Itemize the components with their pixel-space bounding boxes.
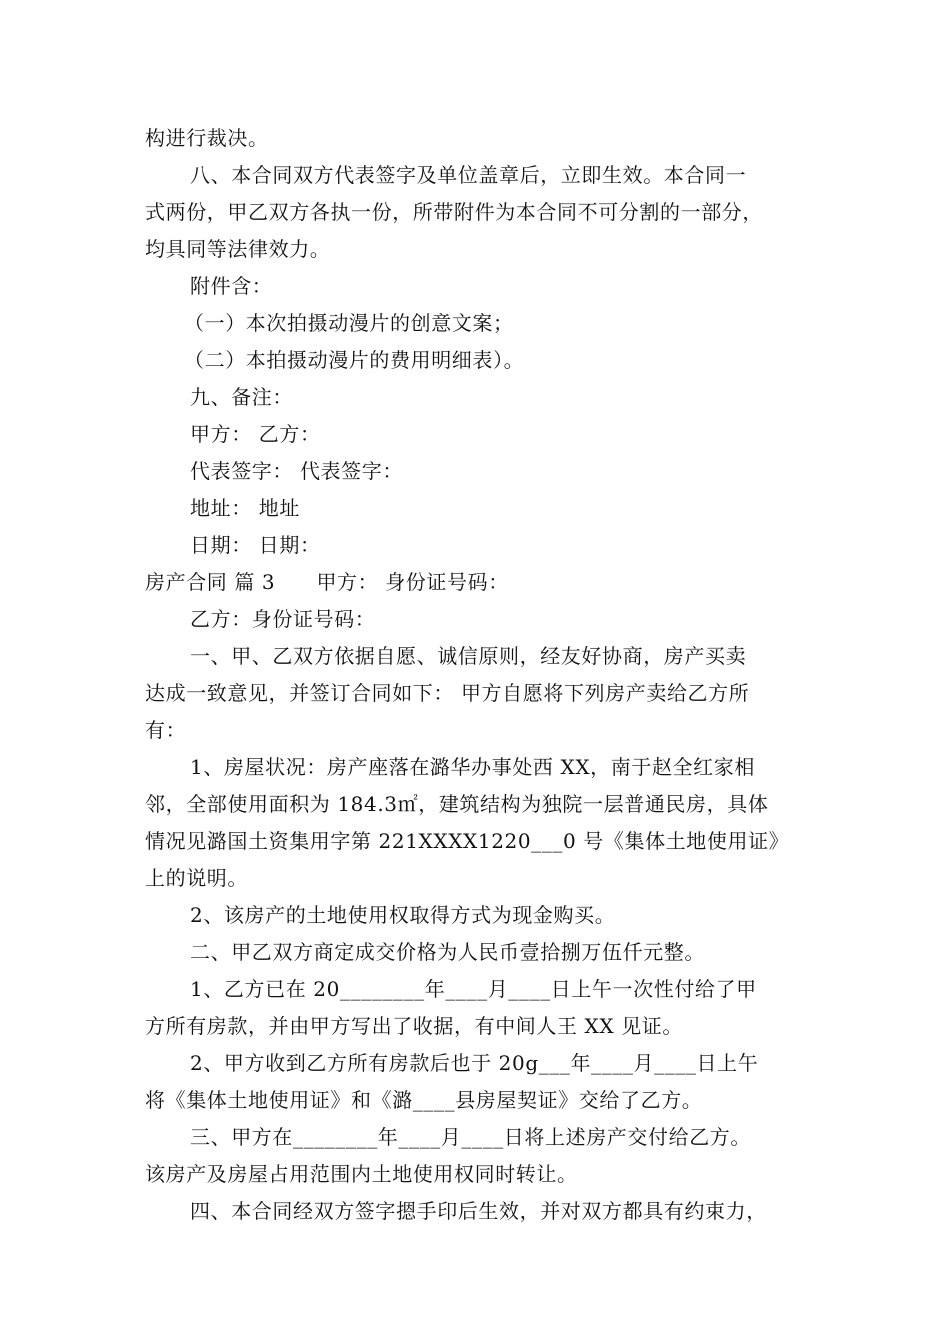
paragraph-line: 九、备注： [190,385,293,409]
paragraph-line: （一）本次拍摄动漫片的创意文案； [184,311,514,335]
paragraph-line: 方所有房款，并由甲方写出了收据，有中间人王 XX 见证。 [145,1014,683,1038]
paragraph-line: 附件含： [190,274,273,298]
paragraph-line: 二、甲乙双方商定成交价格为人民币壹拾捌万伍仟元整。 [190,940,705,964]
paragraph-line: 均具同等法律效力。 [145,237,331,261]
paragraph-line: 地址： 地址 [190,496,300,520]
paragraph-line: 邻，全部使用面积为 184.3㎡，建筑结构为独院一层普通民房，具体 [145,792,769,816]
paragraph-line: 构进行裁决。 [145,126,269,150]
paragraph-line: 四、本合同经双方签字摁手印后生效，并对双方都具有约束力， [190,1199,767,1223]
paragraph-line: （二）本拍摄动漫片的费用明细表）。 [184,348,525,372]
paragraph-line: 一、甲、乙双方依据自愿、诚信原则，经友好协商，房产买卖 [190,644,747,668]
paragraph-line: 上的说明。 [145,866,248,890]
paragraph-line: 将《集体土地使用证》和《潞____县房屋契证》交给了乙方。 [145,1088,703,1112]
paragraph-line: 2、该房产的土地使用权取得方式为现金购买。 [190,903,616,927]
paragraph-line: 1、乙方已在 20________年____月____日上午一次性付给了甲 [190,977,757,1001]
paragraph-line: 甲方： 乙方： [190,422,321,446]
paragraph-line: 三、甲方在________年____月____日将上述房产交付给乙方。 [190,1125,751,1149]
paragraph-line: 有： [145,718,187,742]
paragraph-line: 情况见潞国土资集用字第 221XXXX1220___0 号《集体土地使用证》 [145,829,790,853]
paragraph-line: 日期： 日期： [190,533,321,557]
paragraph-line: 达成一致意见，并签订合同如下： 甲方自愿将下列房产卖给乙方所 [145,681,750,705]
section-heading: 房产合同 篇 3 甲方： 身份证号码： [145,570,509,594]
paragraph-line: 代表签字： 代表签字： [190,459,403,483]
paragraph-line: 1、房屋状况：房产座落在潞华办事处西 XX，南于赵全红家相 [190,755,755,779]
paragraph-line: 八、本合同双方代表签字及单位盖章后，立即生效。本合同一 [190,163,747,187]
paragraph-line: 该房产及房屋占用范围内土地使用权同时转让。 [145,1162,578,1186]
paragraph-line: 2、甲方收到乙方所有房款后也于 20g___年____月____日上午 [190,1051,759,1075]
paragraph-line: 式两份，甲乙双方各执一份，所带附件为本合同不可分割的一部分， [145,200,763,224]
paragraph-line: 乙方：身份证号码： [190,607,376,631]
